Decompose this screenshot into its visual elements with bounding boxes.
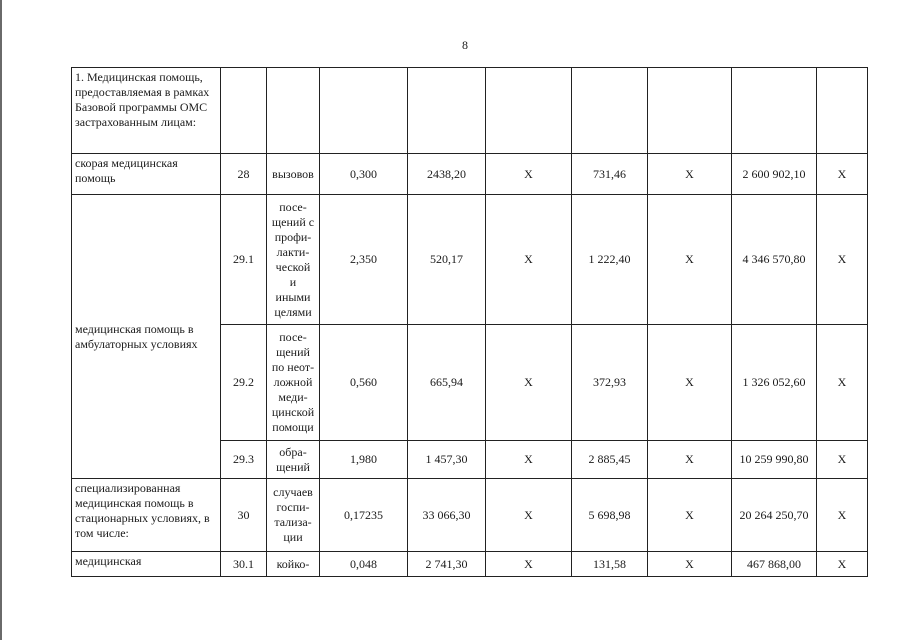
unit-line: койко- [276, 556, 310, 571]
row-col9: 467 868,00 [732, 552, 817, 577]
row-col6: X [486, 479, 572, 552]
row-col7: 731,46 [572, 154, 648, 195]
row-col7: 5 698,98 [572, 479, 648, 552]
row-col8: X [648, 441, 732, 479]
row-unit [267, 552, 320, 577]
unit-line: профи- [274, 229, 312, 244]
unit-line: посе- [279, 199, 307, 214]
unit-line: посе- [279, 330, 307, 344]
row-col6: X [486, 552, 572, 577]
row-line-number: 28 [221, 154, 267, 195]
row-name: специализированная медицинская помощь в стационарных условиях, в том числе: [72, 479, 221, 552]
row-col10: X [817, 195, 868, 325]
unit-line: меди- [278, 390, 308, 404]
row-col10: X [817, 479, 868, 552]
row-col7 [572, 68, 648, 154]
row-col8: X [648, 195, 732, 325]
row-col10: X [817, 154, 868, 195]
row-unit [267, 195, 320, 325]
row-name: 1. Медицинская помощь, предоставляемая в рамках Базовой программы ОМС застрахованным лицам: [72, 68, 221, 154]
row-col7: 131,58 [572, 552, 648, 577]
row-col8 [648, 68, 732, 154]
row-line-number: 30.1 [221, 552, 267, 577]
row-col9: 2 600 902,10 [732, 154, 817, 195]
row-col8: X [648, 552, 732, 577]
row-col6 [486, 68, 572, 154]
row-volume [320, 68, 408, 154]
row-col10: X [817, 552, 868, 577]
page-number: 8 [462, 38, 468, 52]
row-col9: 1 326 052,60 [732, 325, 817, 441]
row-name: медицинская [72, 552, 221, 577]
row-volume: 0,560 [320, 325, 408, 441]
row-name: скорая медицинская помощь [72, 154, 221, 195]
row-col6: X [486, 195, 572, 325]
financing-table [71, 67, 868, 577]
row-col7: 2 885,45 [572, 441, 648, 479]
unit-line: госпи- [276, 500, 310, 514]
row-col9 [732, 68, 817, 154]
row-col8: X [648, 154, 732, 195]
row-col9: 20 264 250,70 [732, 479, 817, 552]
row-col10: X [817, 441, 868, 479]
row-unit [267, 154, 320, 195]
row-col8: X [648, 325, 732, 441]
unit-line: ции [283, 530, 303, 544]
row-cost: 33 066,30 [408, 479, 486, 552]
row-cost: 2438,20 [408, 154, 486, 195]
row-unit [267, 68, 320, 154]
row-volume: 2,350 [320, 195, 408, 325]
row-col6: X [486, 441, 572, 479]
row-cost [408, 68, 486, 154]
unit-line: ческой [275, 259, 311, 274]
table-row-ambulance [72, 154, 868, 195]
row-name-outpatient: медицинская помощь в амбулаторных условиях [72, 195, 221, 479]
row-volume: 0,300 [320, 154, 408, 195]
unit-line: случаев [273, 485, 313, 499]
unit-line: ложной [273, 375, 313, 389]
unit-line: целями [274, 304, 312, 319]
row-col9: 4 346 570,80 [732, 195, 817, 325]
unit-line: вызовов [272, 166, 314, 181]
row-cost: 665,94 [408, 325, 486, 441]
table-row-section-header [72, 68, 868, 154]
scan-edge-line [0, 0, 2, 640]
row-col6: X [486, 325, 572, 441]
unit-line: щений с [271, 214, 315, 229]
unit-line: цинской [271, 405, 315, 419]
row-line-number: 29.2 [221, 325, 267, 441]
row-col8: X [648, 479, 732, 552]
row-line-number: 29.3 [221, 441, 267, 479]
row-unit [267, 441, 320, 479]
unit-line: помощи [272, 420, 314, 434]
unit-line: тализа- [274, 515, 312, 529]
row-unit [267, 325, 320, 441]
row-volume: 0,048 [320, 552, 408, 577]
row-col10 [817, 68, 868, 154]
row-volume: 0,17235 [320, 479, 408, 552]
row-line-number [221, 68, 267, 154]
table-row-prophylactic-visits [72, 195, 868, 325]
unit-line: щений [276, 459, 310, 474]
row-col7: 1 222,40 [572, 195, 648, 325]
unit-line: иными [275, 289, 311, 304]
table-row-bed-days [72, 552, 868, 577]
row-cost: 520,17 [408, 195, 486, 325]
unit-line: щений [276, 345, 310, 359]
unit-line: по неот- [271, 360, 315, 374]
unit-line: и [289, 274, 297, 289]
unit-line: лакти- [276, 244, 310, 259]
unit-line: обра- [279, 444, 307, 459]
row-col6: X [486, 154, 572, 195]
row-volume: 1,980 [320, 441, 408, 479]
row-line-number: 29.1 [221, 195, 267, 325]
row-cost: 1 457,30 [408, 441, 486, 479]
row-cost: 2 741,30 [408, 552, 486, 577]
row-line-number: 30 [221, 479, 267, 552]
table-row-specialized-inpatient [72, 479, 868, 552]
row-col9: 10 259 990,80 [732, 441, 817, 479]
row-col10: X [817, 325, 868, 441]
row-col7: 372,93 [572, 325, 648, 441]
row-unit [267, 479, 320, 552]
